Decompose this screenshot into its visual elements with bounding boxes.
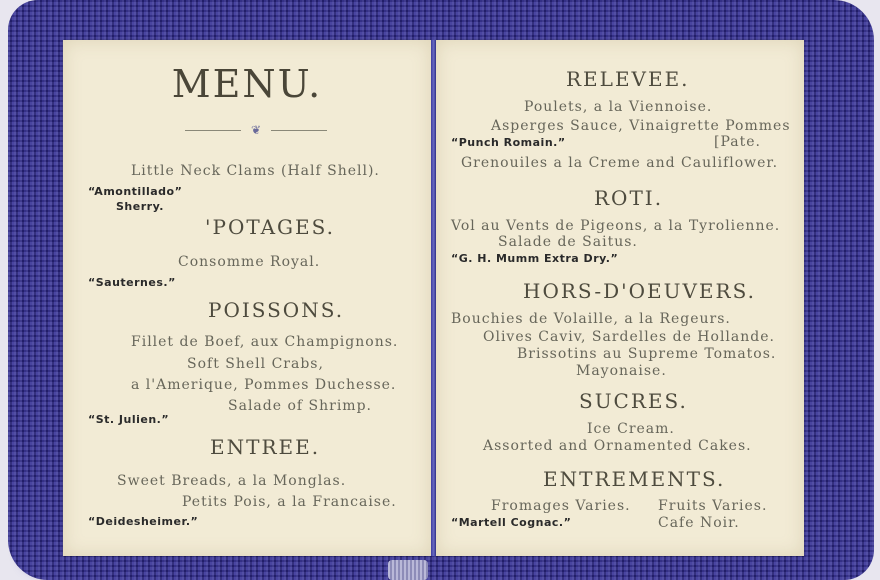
- dish-line: Little Neck Clams (Half Shell).: [131, 163, 380, 179]
- menu-left-page: [63, 40, 431, 556]
- wine-line: Sherry.: [116, 200, 164, 213]
- wine-line: “Sauternes.”: [88, 276, 176, 289]
- section-heading-sucres: SUCRES.: [579, 389, 688, 413]
- dish-line: Petits Pois, a la Francaise.: [182, 494, 397, 510]
- menu-right-page: [436, 40, 804, 556]
- dish-line: [Pate.: [714, 134, 761, 150]
- tassel: [388, 560, 428, 580]
- wine-line: “Amontillado”: [88, 185, 183, 198]
- dish-line: Vol au Vents de Pigeons, a la Tyrolienne.: [451, 218, 781, 234]
- dish-line: Consomme Royal.: [178, 254, 321, 270]
- dish-line: Olives Caviv, Sardelles de Hollande.: [483, 329, 775, 345]
- wine-line: “Deidesheimer.”: [88, 515, 199, 528]
- dish-line: Salade de Saitus.: [498, 234, 638, 250]
- divider-ornament: [185, 123, 327, 137]
- divider-line-right: [271, 130, 327, 131]
- dish-line: Assorted and Ornamented Cakes.: [483, 438, 752, 454]
- dish-line: Soft Shell Crabs,: [187, 356, 324, 372]
- wine-line: “Martell Cognac.”: [451, 516, 572, 529]
- dish-line: Ice Cream.: [587, 421, 675, 437]
- section-heading-entree: ENTREE.: [210, 435, 321, 459]
- wine-line: “St. Julien.”: [88, 413, 170, 426]
- dish-line: Bouchies de Volaille, a la Regeurs.: [451, 311, 731, 327]
- divider-line-left: [185, 130, 241, 131]
- dish-line: Fruits Varies.: [658, 498, 768, 514]
- dish-line: Poulets, a la Viennoise.: [524, 99, 713, 115]
- wine-line: “G. H. Mumm Extra Dry.”: [451, 252, 619, 265]
- dish-line: Brissotins au Supreme Tomatos.: [517, 346, 777, 362]
- dish-line: Salade of Shrimp.: [228, 398, 372, 414]
- section-heading-hors-doeuvers: HORS-D'OEUVERS.: [523, 279, 756, 303]
- fleuron-icon: ❦: [250, 123, 262, 137]
- dish-line: Asperges Sauce, Vinaigrette Pommes: [491, 118, 791, 134]
- dish-line: Fromages Varies.: [491, 498, 631, 514]
- menu-title: MENU.: [171, 62, 323, 106]
- dish-line: Grenouiles a la Creme and Cauliflower.: [461, 155, 779, 171]
- dish-line: Fillet de Boef, aux Champignons.: [131, 334, 399, 350]
- section-heading-potages: 'POTAGES.: [205, 215, 335, 239]
- dish-line: Cafe Noir.: [658, 515, 740, 531]
- section-heading-poissons: POISSONS.: [208, 298, 345, 322]
- section-heading-roti: ROTI.: [594, 186, 664, 210]
- dish-line: Sweet Breads, a la Monglas.: [117, 473, 347, 489]
- section-heading-entrements: ENTREMENTS.: [543, 467, 726, 491]
- dish-line: Mayonaise.: [576, 363, 667, 379]
- dish-line: a l'Amerique, Pommes Duchesse.: [131, 377, 397, 393]
- section-heading-relevee: RELEVEE.: [566, 67, 690, 91]
- wine-line: “Punch Romain.”: [451, 136, 566, 149]
